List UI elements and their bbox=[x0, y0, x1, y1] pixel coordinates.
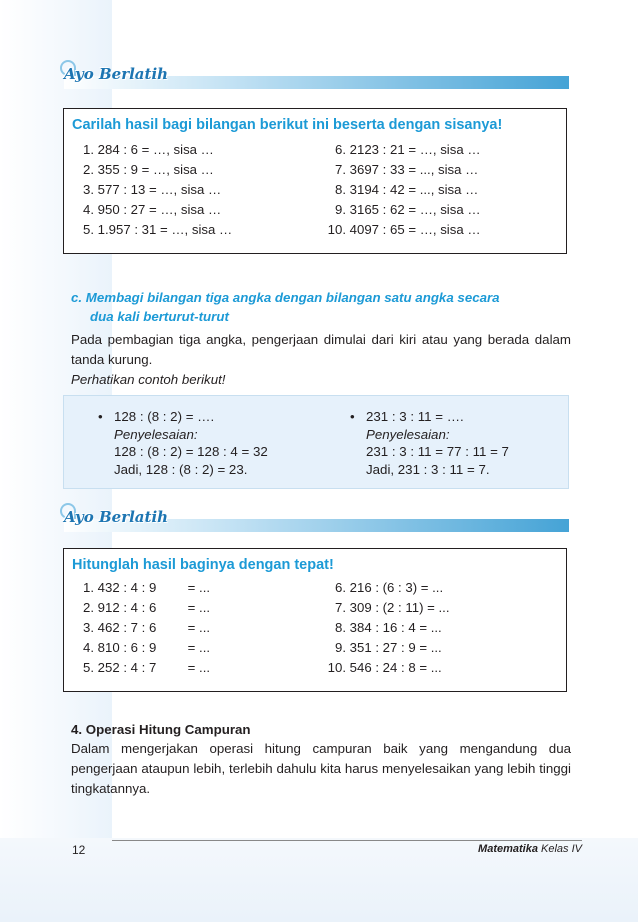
list-item: 5. 252 : 4 : 7 = ... bbox=[83, 660, 211, 675]
list-item: 10. 4097 : 65 = …, sisa … bbox=[327, 222, 481, 237]
book-title: Matematika Kelas IV bbox=[478, 843, 582, 855]
list-item: 9. 3165 : 62 = …, sisa … bbox=[335, 202, 481, 217]
exercise-2-left-list bbox=[76, 578, 210, 678]
section-4 bbox=[71, 720, 571, 799]
example-intro: Perhatikan contoh berikut! bbox=[71, 372, 226, 387]
list-item: 7. 309 : (2 : 11) = ... bbox=[335, 600, 450, 615]
exercise-2-right-list bbox=[322, 578, 450, 678]
list-item: 7. 3697 : 33 = ..., sisa … bbox=[335, 162, 479, 177]
section-c-paragraph: Pada pembagian tiga angka, pengerjaan dimulai dari kiri atau yang berada dalam tanda kurung. bbox=[71, 332, 571, 367]
list-item: 8. 3194 : 42 = ..., sisa … bbox=[335, 182, 479, 197]
section-c-heading: c. Membagi bilangan tiga angka dengan bilangan satu angka secara dua kali berturut-turut bbox=[71, 290, 500, 324]
ayo-berlatih-banner-2 bbox=[64, 507, 569, 537]
list-item: 8. 384 : 16 : 4 = ... bbox=[335, 620, 442, 635]
list-item: 2. 912 : 4 : 6 = ... bbox=[83, 600, 211, 615]
exercise-2-title: Hitunglah hasil baginya dengan tepat! bbox=[72, 557, 334, 573]
list-item: 6. 2123 : 21 = …, sisa … bbox=[335, 142, 481, 157]
list-item: 4. 810 : 6 : 9 = ... bbox=[83, 640, 211, 655]
section-4-heading: 4. Operasi Hitung Campuran bbox=[71, 722, 251, 737]
example-left: • 128 : (8 : 2) = …. Penyelesaian: 128 : (8 : 2) = 128 : 4 = 32 Jadi, 128 : (8 : 2) = 23. bbox=[98, 409, 268, 477]
list-item: 4. 950 : 27 = …, sisa … bbox=[83, 202, 222, 217]
exercise-1-left-list bbox=[76, 140, 232, 240]
list-item: 1. 284 : 6 = …, sisa … bbox=[83, 142, 214, 157]
banner-label: Ayo Berlatih bbox=[64, 65, 169, 83]
list-item: 9. 351 : 27 : 9 = ... bbox=[335, 640, 442, 655]
exercise-box-1 bbox=[63, 108, 567, 254]
list-item: 10. 546 : 24 : 8 = ... bbox=[327, 660, 442, 675]
list-item: 5. 1.957 : 31 = …, sisa … bbox=[83, 222, 233, 237]
example-right: • 231 : 3 : 11 = …. Penyelesaian: 231 : 3 : 11 = 77 : 11 = 7 Jadi, 231 : 3 : 11 = 7. bbox=[350, 409, 509, 477]
example-box bbox=[63, 395, 569, 489]
footer-divider bbox=[112, 840, 582, 841]
exercise-1-title: Carilah hasil bagi bilangan berikut ini beserta dengan sisanya! bbox=[72, 117, 503, 133]
page-number: 12 bbox=[72, 843, 86, 857]
list-item: 3. 462 : 7 : 6 = ... bbox=[83, 620, 211, 635]
list-item: 1. 432 : 4 : 9 = ... bbox=[83, 580, 211, 595]
ayo-berlatih-banner-1 bbox=[64, 64, 569, 94]
exercise-1-right-list bbox=[322, 140, 481, 240]
bullet-icon: • bbox=[98, 409, 103, 424]
list-item: 3. 577 : 13 = …, sisa … bbox=[83, 182, 222, 197]
banner-label: Ayo Berlatih bbox=[64, 508, 169, 526]
section-4-paragraph: Dalam mengerjakan operasi hitung campuran baik yang mengandung dua pengerjaan ataupun lebih, terlebih dahulu kita harus menyelesaikan yang lebih tinggi tingkatannya. bbox=[71, 741, 571, 796]
exercise-box-2 bbox=[63, 548, 567, 692]
list-item: 6. 216 : (6 : 3) = ... bbox=[335, 580, 444, 595]
bullet-icon: • bbox=[350, 409, 355, 424]
list-item: 2. 355 : 9 = …, sisa … bbox=[83, 162, 214, 177]
